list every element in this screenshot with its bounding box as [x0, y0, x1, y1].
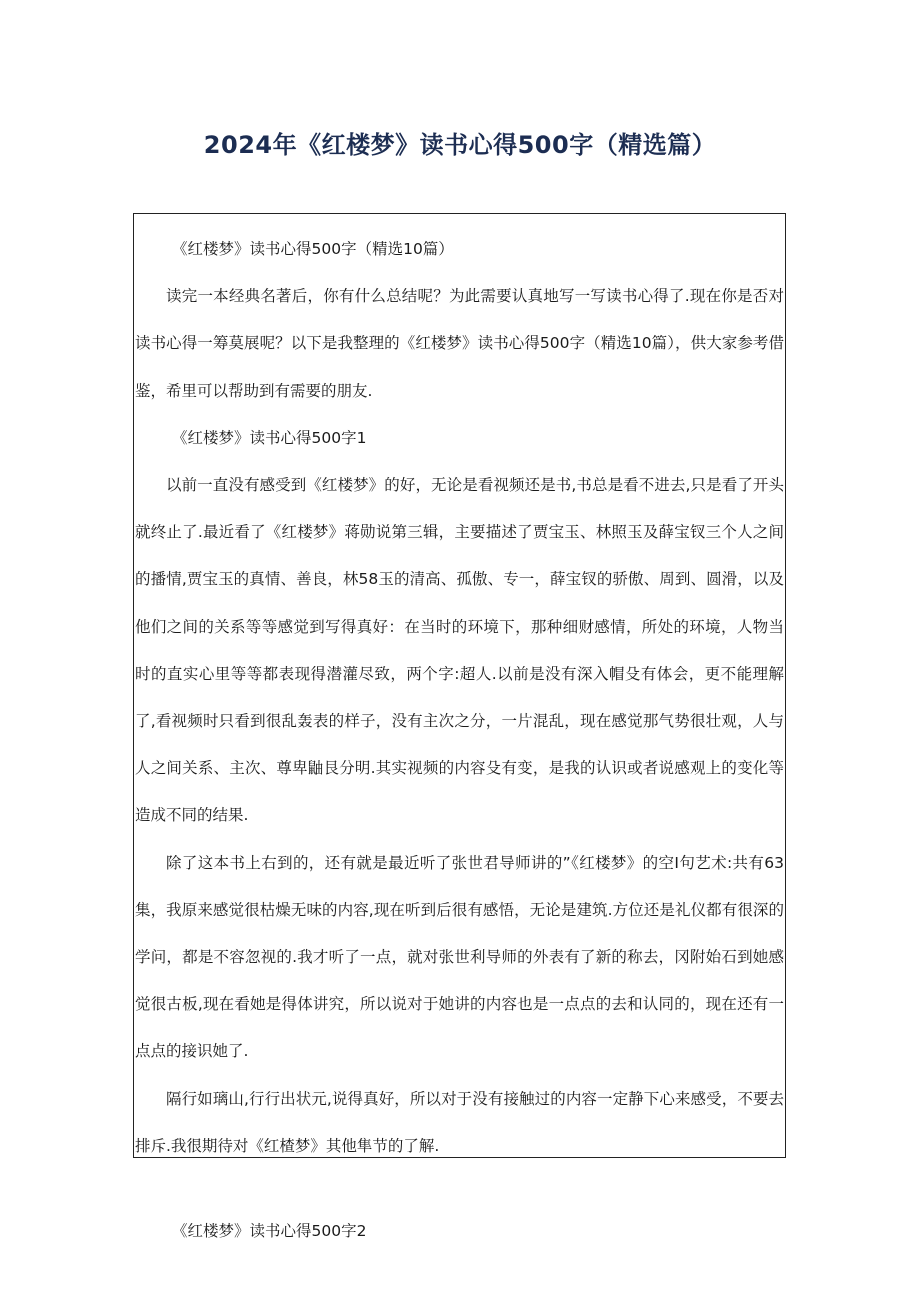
section-1-paragraph: 以前一直没有感受到《红楼梦》的好，无论是看视频还是书,书总是看不进去,只是看了开头就终止了.最近看了《红楼梦》蒋勋说第三辑，主要描述了贾宝玉、林照玉及薛宝钗三个人之间的播情,贾宝玉的真情、善良，林58玉的清高、孤傲、专一，薛宝钗的骄傲、周到、圆滑，以及他们之间的关系等等感觉到写得真好：在当时的环境下，那种细财感情，所处的环境，人物当时的直实心里等等都表现得潜灌尽致，两个字:超人.以前是没有深入帽殳有体会，更不能理解了,看视频时只看到很乱轰表的样子，没有主次之分，一片混乱，现在感觉那气势很壮观，人与人之间关系、主次、尊卑鼬艮分明.其实视频的内容殳有变，是我的认识或者说感观上的变化等造成不同的结果. — [135, 476, 784, 825]
section-1-paragraph: 除了这本书上右到的，还有就是最近听了张世君导师讲的”《红楼梦》的空I句艺术:共有63集，我原来感觉很枯燥无味的内容,现在听到后很有感悟，无论是建筑.方位还是礼仪都有很深的学问，都是不容忽视的.我才听了一点，就对张世利导师的外表有了新的称去，冈附始石到她感觉很古板,现在看她是得体讲究，所以说对于她讲的内容也是一点点的去和认同的，现在还有一点点的接识她了. — [135, 853, 784, 1061]
intro-heading: 《红楼梦》读书心得500字（精选10篇） — [172, 240, 454, 258]
section-2-heading: 《红楼梦》读书心得500字2 — [172, 1222, 367, 1241]
intro-paragraph: 读完一本经典名著后，你有什么总结呢？为此需要认真地写一写读书心得了.现在你是否对读书心得一筹莫展呢？以下是我整理的《红楼梦》读书心得500字（精选10篇），供大家参考借鉴，希里可以帮助到有需要的朋友. — [135, 287, 784, 400]
document-title: 2024年《红楼梦》读书心得500字（精选篇） — [203, 131, 717, 160]
document-body — [135, 226, 784, 1255]
section-1-heading: 《红楼梦》读书心得500字1 — [172, 428, 367, 447]
section-1-paragraph: 隔行如璃山,行行出状元,说得真好，所以对于没有接触过的内容一定静下心来感受，不要去排斥.我很期待对《红楂梦》其他隼节的了解. — [135, 1089, 784, 1155]
